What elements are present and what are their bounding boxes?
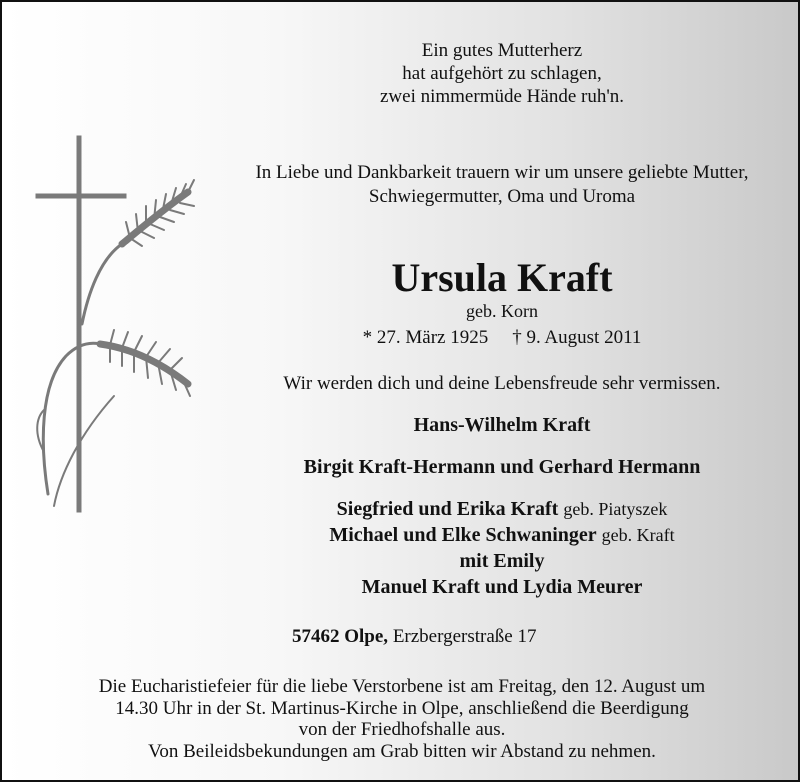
remembrance-line: Wir werden dich und deine Lebensfreude sehr vermissen. (283, 373, 721, 394)
wheat-ears-icon (37, 180, 194, 506)
family-member-name: mit Emily (459, 550, 545, 572)
intro-line: Schwiegermutter, Oma und Uroma (368, 186, 636, 207)
cross-wheat-emblem (30, 134, 200, 522)
maiden-note: geb. Kraft (601, 525, 675, 545)
family-member-line: Hans-Wilhelm Kraft (413, 414, 591, 436)
funeral-line: von der Friedhofshalle aus. (298, 719, 506, 740)
maiden-note: geb. Piatyszek (563, 499, 668, 519)
funeral-line: Die Eucharistiefeier für die liebe Verstorbene ist am Freitag, den 12. August um (98, 676, 706, 697)
address-street: Erzbergerstraße 17 (392, 626, 537, 647)
death-date: † 9. August 2011 (512, 327, 642, 348)
family-member-name: Michael und Elke Schwaninger (329, 524, 597, 546)
maiden-name: geb. Korn (466, 301, 538, 321)
family-member-line (202, 574, 800, 600)
funeral-line: 14.30 Uhr in der St. Martinus-Kirche in Olpe, anschließend die Beerdigung (115, 697, 689, 719)
mourning-intro (202, 161, 800, 209)
funeral-line: Von Beileidsbekundungen am Grab bitten wir Abstand zu nehmen. (148, 740, 656, 762)
family-member-line (202, 496, 800, 522)
life-dates (252, 326, 752, 350)
address-city: 57462 Olpe, (292, 626, 389, 647)
family-member-name: Siegfried und Erika Kraft (336, 498, 559, 520)
intro-line: In Liebe und Dankbarkeit trauern wir um unsere geliebte Mutter, (255, 162, 749, 183)
family-member-line (202, 522, 800, 548)
poem (272, 39, 732, 108)
deceased-name: Ursula Kraft (391, 255, 613, 300)
poem-line: zwei nimmermüde Hände ruh'n. (379, 86, 624, 107)
funeral-details (52, 676, 752, 762)
poem-line: Ein gutes Mutterherz (421, 40, 583, 61)
birth-date: * 27. März 1925 (362, 327, 489, 348)
mourning-address (292, 625, 536, 649)
family-group (202, 496, 800, 600)
family-member-line: Birgit Kraft-Hermann und Gerhard Hermann (303, 456, 701, 478)
family-member-line (202, 548, 800, 574)
poem-line: hat aufgehört zu schlagen, (402, 63, 602, 84)
family-member-name: Manuel Kraft und Lydia Meurer (361, 576, 643, 598)
